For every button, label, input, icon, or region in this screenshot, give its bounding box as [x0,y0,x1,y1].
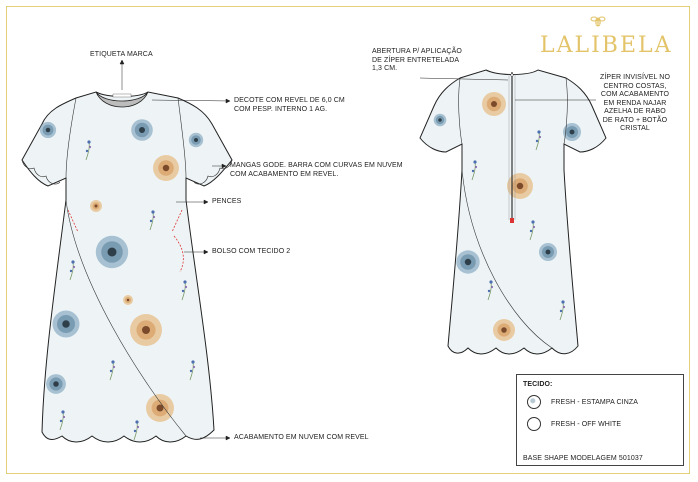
callout-zipper-line: DE RATO + BOTÃO [602,116,668,124]
callout-sleeves-line: MANGAS GODE. BARRA COM CURVAS EM NUVEM [230,162,403,169]
fabric-legend [516,374,684,466]
callout-zipper-line: COM ACABAMENTO [600,91,670,98]
legend-title: TECIDO: [523,381,553,388]
callout-zipper-line: CENTRO COSTAS, [603,82,667,90]
callout-opening-line: ABERTURA P/ APLICAÇÃO [372,48,462,55]
callout-zipper-line: CRISTAL [620,125,650,132]
bee-icon [590,13,606,29]
callout-sleeves [230,162,403,179]
callout-zipper-line: EM RENDA NAJAR [603,99,667,107]
callout-opening-line: 1,3 CM. [372,65,398,72]
print-swatch-icon [527,395,541,409]
callout-zipper-line: ZÍPER INVISÍVEL NO [600,74,671,81]
callout-neckline-line: DECOTE COM REVEL DE 6,0 CM [234,97,345,104]
front-view [22,92,232,442]
plain-swatch-icon [527,417,541,431]
callout-neckline [234,97,345,114]
callout-zipper [600,74,670,134]
back-view [420,70,606,354]
legend-fabric-print: FRESH - ESTAMPA CINZA [551,399,639,406]
callout-darts: PENCES [212,198,242,205]
callout-hem: ACABAMENTO EM NUVEM COM REVEL [234,434,369,441]
callout-opening-line: DE ZÍPER ENTRETELADA [372,56,460,64]
callout-zipper-opening [372,48,462,74]
callout-sleeves-line: COM ACABAMENTO EM REVEL. [230,170,339,178]
legend-base-shape: BASE SHAPE MODELAGEM 501037 [523,455,643,462]
legend-fabric-plain: FRESH - OFF WHITE [551,421,622,428]
callout-label-tag: ETIQUETA MARCA [90,51,153,58]
callout-pocket: BOLSO COM TECIDO 2 [212,248,291,255]
callout-zipper-line: AZELHA DE RABO [604,108,666,115]
callout-neckline-line: COM PESP. INTERNO 1 AG. [234,105,328,113]
brand-logo: LALIBELA [540,33,673,58]
